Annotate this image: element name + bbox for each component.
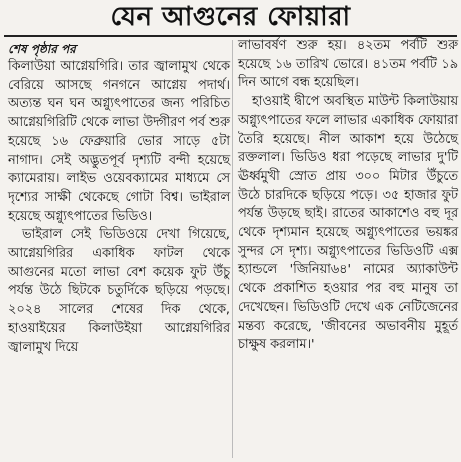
paragraph-left-1: কিলাউয়া আগ্নেয়গিরি। তার জ্বালামুখ থেকে বেরিয়ে আসছে গনগনে আগ্নেয় পদার্থ। অত্যন্ত ঘন ঘন অগ্ন্যুৎপাতের জন্য পরিচিত আগ্নেয়গিরিটি থেকে লাভা উদ্গীরণ পর্ব শুরু হয়েছে ১৬ ফেব্রুয়ারি ভোর সাড়ে ৫টা নাগাদ। সেই অদ্ভুতপূর্ব দৃশ্যটি বন্দী হয়েছে ক্যামেরায়। লাইভ ওয়েবক্যামের মাধ্যমে সে দৃশ্যের সাক্ষী থেকেছে গোটা বিশ্ব। ভাইরাল হয়েছে অগ্ন্যুৎপাতের ভিডিও।	[8, 59, 230, 224]
paragraph-right-2: হাওয়াই দ্বীপে অবস্থিত মাউন্ট কিলাউয়ায় অগ্ন্যুৎপাতের ফলে লাভার একাধিক ফোয়ারা তৈরি হয়েছে। নীল আকাশ হয়ে উঠেছে রক্তলাল। ভিডিও ধরা পড়েছে লাভার দু'টি ঊর্ধ্বমুখী স্রোত প্রায় ৩০০ মিটার উঁচুতে উঠে চারদিকে ছড়িয়ে পড়ে। ৩৫ হাজার ফুট পর্যন্ত উড়ছে ছাই। রাতের আকাশেও বহু দূর থেকে দৃশ্যমান হয়েছে অগ্ন্যুৎপাতের ভয়ঙ্কর সুন্দর সে দৃশ্য। অগ্ন্যুৎপাতের ভিডিওটি এক্স হ্যান্ডলে 'জিনিয়া৬৪' নামের অ্যাকাউন্ট থেকে প্রকাশিত হওয়ার পর বহু মানুষ তা দেখেছেন। ভিডিওটি দেখে এক নেটিজেনের মন্তব্য করেছে, 'জীবনের অভাবনীয় মুহূর্ত চাক্ষুষ করলাম।'	[238, 94, 458, 353]
paragraph-right-1: লাভাবর্ষণ শুরু হয়। ৪২তম পর্বটি শুরু হয়েছে ১৬ তারিখ ভোরে। ৪১তম পর্বটি ১৯ দিন আগে বন্ধ হয়েছিল।	[238, 38, 458, 91]
continuation-kicker: শেষ পৃষ্ঠার পর	[8, 42, 76, 56]
headline: যেন আগুনের ফোয়ারা	[110, 2, 351, 32]
left-column	[8, 40, 230, 357]
paragraph-left-2: ভাইরাল সেই ভিডিওয়ে দেখা গিয়েছে, আগ্নেয়গিরির একাধিক ফাটল থেকে আগুনের মতো লাভা বেশ কয়েক ফুট উঁচু পর্যন্ত উঠে ছিটকে চতুর্দিকে ছড়িয়ে পড়ছে। ২০২৪ সালের শেষের দিক থেকে, হাওয়াইয়ের কিলাউইয়া আগ্নেয়গিরির জ্বালামুখ দিয়ে	[8, 227, 230, 355]
column-divider	[232, 40, 233, 458]
right-column	[238, 37, 458, 355]
